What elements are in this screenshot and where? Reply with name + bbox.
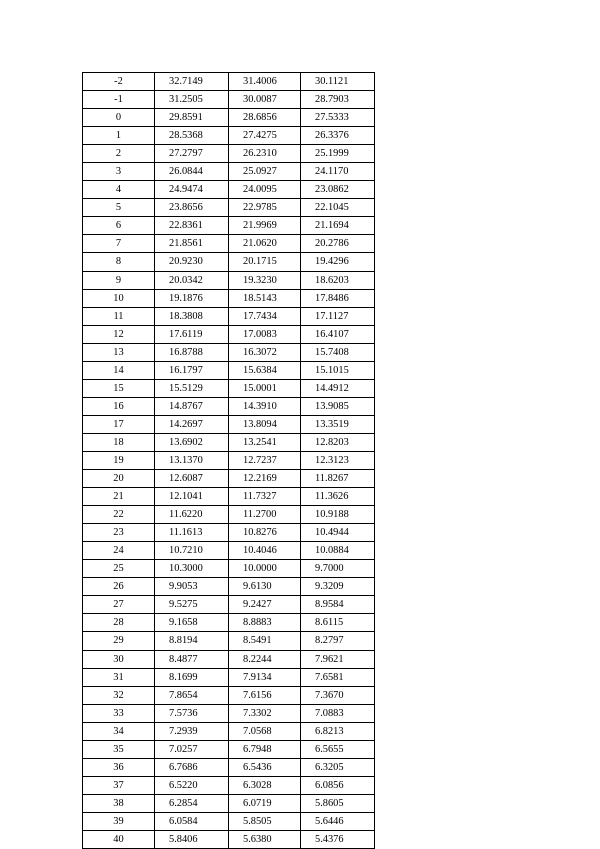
- value-cell-col-1: 13.6902: [155, 433, 229, 451]
- table-row: [83, 379, 375, 397]
- table-row: [83, 271, 375, 289]
- row-index-cell: 2: [83, 145, 155, 163]
- table-row: [83, 542, 375, 560]
- row-index-cell: 10: [83, 289, 155, 307]
- value-cell-col-3: 19.4296: [301, 253, 375, 271]
- value-cell-col-2: 10.4046: [229, 542, 301, 560]
- value-cell-col-1: 10.7210: [155, 542, 229, 560]
- row-index-cell: 34: [83, 722, 155, 740]
- table-row: [83, 578, 375, 596]
- row-index-cell: 30: [83, 650, 155, 668]
- row-index-cell: 16: [83, 397, 155, 415]
- value-cell-col-1: 17.6119: [155, 325, 229, 343]
- value-cell-col-1: 9.1658: [155, 614, 229, 632]
- table-row: [83, 361, 375, 379]
- value-cell-col-2: 20.1715: [229, 253, 301, 271]
- row-index-cell: 35: [83, 740, 155, 758]
- value-cell-col-2: 30.0087: [229, 91, 301, 109]
- table-row: [83, 686, 375, 704]
- table-row: [83, 830, 375, 848]
- table-row: [83, 145, 375, 163]
- table-row: [83, 127, 375, 145]
- value-cell-col-1: 12.6087: [155, 470, 229, 488]
- row-index-cell: 5: [83, 199, 155, 217]
- value-cell-col-1: 8.4877: [155, 650, 229, 668]
- value-cell-col-3: 28.7903: [301, 91, 375, 109]
- value-cell-col-2: 9.6130: [229, 578, 301, 596]
- row-index-cell: 9: [83, 271, 155, 289]
- table-row: [83, 614, 375, 632]
- value-cell-col-2: 8.5491: [229, 632, 301, 650]
- row-index-cell: 23: [83, 524, 155, 542]
- table-row: [83, 794, 375, 812]
- row-index-cell: -2: [83, 73, 155, 91]
- value-cell-col-3: 9.7000: [301, 560, 375, 578]
- row-index-cell: 13: [83, 343, 155, 361]
- table-row: [83, 163, 375, 181]
- value-cell-col-1: 12.1041: [155, 488, 229, 506]
- value-cell-col-1: 24.9474: [155, 181, 229, 199]
- value-cell-col-3: 11.3626: [301, 488, 375, 506]
- row-index-cell: 37: [83, 776, 155, 794]
- value-cell-col-1: 7.2939: [155, 722, 229, 740]
- value-cell-col-1: 14.8767: [155, 397, 229, 415]
- value-cell-col-3: 6.8213: [301, 722, 375, 740]
- row-index-cell: 25: [83, 560, 155, 578]
- value-cell-col-1: 18.3808: [155, 307, 229, 325]
- value-cell-col-1: 6.7686: [155, 758, 229, 776]
- value-cell-col-1: 31.2505: [155, 91, 229, 109]
- value-cell-col-2: 17.0083: [229, 325, 301, 343]
- value-cell-col-3: 20.2786: [301, 235, 375, 253]
- row-index-cell: 4: [83, 181, 155, 199]
- value-cell-col-3: 24.1170: [301, 163, 375, 181]
- value-cell-col-2: 28.6856: [229, 109, 301, 127]
- value-cell-col-2: 16.3072: [229, 343, 301, 361]
- row-index-cell: 19: [83, 451, 155, 469]
- value-cell-col-3: 15.1015: [301, 361, 375, 379]
- row-index-cell: 3: [83, 163, 155, 181]
- value-cell-col-1: 7.0257: [155, 740, 229, 758]
- table-row: [83, 343, 375, 361]
- value-cell-col-3: 23.0862: [301, 181, 375, 199]
- table-row: [83, 289, 375, 307]
- value-cell-col-2: 19.3230: [229, 271, 301, 289]
- row-index-cell: 15: [83, 379, 155, 397]
- value-cell-col-3: 8.9584: [301, 596, 375, 614]
- value-cell-col-2: 7.0568: [229, 722, 301, 740]
- value-cell-col-2: 11.2700: [229, 506, 301, 524]
- value-cell-col-1: 20.0342: [155, 271, 229, 289]
- value-cell-col-3: 25.1999: [301, 145, 375, 163]
- value-cell-col-2: 13.8094: [229, 415, 301, 433]
- value-cell-col-1: 11.1613: [155, 524, 229, 542]
- table-row: [83, 325, 375, 343]
- value-cell-col-2: 24.0095: [229, 181, 301, 199]
- table-row: [83, 181, 375, 199]
- row-index-cell: 31: [83, 668, 155, 686]
- value-cell-col-2: 10.8276: [229, 524, 301, 542]
- value-cell-col-3: 9.3209: [301, 578, 375, 596]
- value-cell-col-2: 7.3302: [229, 704, 301, 722]
- value-cell-col-2: 21.0620: [229, 235, 301, 253]
- value-cell-col-3: 21.1694: [301, 217, 375, 235]
- value-cell-col-2: 5.8505: [229, 812, 301, 830]
- value-cell-col-1: 28.5368: [155, 127, 229, 145]
- row-index-cell: 39: [83, 812, 155, 830]
- table-row: [83, 488, 375, 506]
- table-row: [83, 235, 375, 253]
- value-cell-col-1: 23.8656: [155, 199, 229, 217]
- value-cell-col-2: 26.2310: [229, 145, 301, 163]
- row-index-cell: 11: [83, 307, 155, 325]
- row-index-cell: 38: [83, 794, 155, 812]
- row-index-cell: 27: [83, 596, 155, 614]
- value-cell-col-1: 32.7149: [155, 73, 229, 91]
- table-row: [83, 217, 375, 235]
- row-index-cell: 40: [83, 830, 155, 848]
- table-row: [83, 650, 375, 668]
- value-cell-col-1: 15.5129: [155, 379, 229, 397]
- value-cell-col-2: 10.0000: [229, 560, 301, 578]
- value-cell-col-3: 10.4944: [301, 524, 375, 542]
- value-cell-col-1: 14.2697: [155, 415, 229, 433]
- value-cell-col-2: 6.5436: [229, 758, 301, 776]
- value-cell-col-2: 21.9969: [229, 217, 301, 235]
- value-cell-col-1: 6.5220: [155, 776, 229, 794]
- row-index-cell: 6: [83, 217, 155, 235]
- row-index-cell: 0: [83, 109, 155, 127]
- value-cell-col-2: 12.2169: [229, 470, 301, 488]
- row-index-cell: 32: [83, 686, 155, 704]
- value-cell-col-1: 7.8654: [155, 686, 229, 704]
- value-cell-col-2: 31.4006: [229, 73, 301, 91]
- value-cell-col-3: 27.5333: [301, 109, 375, 127]
- table-row: [83, 506, 375, 524]
- table-row: [83, 740, 375, 758]
- value-cell-col-2: 14.3910: [229, 397, 301, 415]
- table-row: [83, 812, 375, 830]
- table-row: [83, 91, 375, 109]
- value-cell-col-3: 5.6446: [301, 812, 375, 830]
- table-row: [83, 596, 375, 614]
- value-cell-col-3: 8.2797: [301, 632, 375, 650]
- table-row: [83, 415, 375, 433]
- value-cell-col-3: 5.8605: [301, 794, 375, 812]
- value-cell-col-3: 18.6203: [301, 271, 375, 289]
- value-cell-col-3: 17.8486: [301, 289, 375, 307]
- table-row: [83, 758, 375, 776]
- value-cell-col-2: 7.9134: [229, 668, 301, 686]
- row-index-cell: 26: [83, 578, 155, 596]
- table-row: [83, 199, 375, 217]
- value-cell-col-3: 13.3519: [301, 415, 375, 433]
- row-index-cell: 36: [83, 758, 155, 776]
- row-index-cell: 21: [83, 488, 155, 506]
- value-cell-col-1: 13.1370: [155, 451, 229, 469]
- value-cell-col-2: 5.6380: [229, 830, 301, 848]
- value-cell-col-1: 9.5275: [155, 596, 229, 614]
- row-index-cell: 33: [83, 704, 155, 722]
- value-cell-col-3: 6.0856: [301, 776, 375, 794]
- table-row: [83, 307, 375, 325]
- value-cell-col-3: 26.3376: [301, 127, 375, 145]
- value-cell-col-1: 5.8406: [155, 830, 229, 848]
- table-row: [83, 524, 375, 542]
- table-row: [83, 560, 375, 578]
- value-cell-col-1: 16.1797: [155, 361, 229, 379]
- table-row: [83, 704, 375, 722]
- value-cell-col-2: 17.7434: [229, 307, 301, 325]
- table-row: [83, 470, 375, 488]
- value-cell-col-2: 15.6384: [229, 361, 301, 379]
- value-cell-col-3: 22.1045: [301, 199, 375, 217]
- value-cell-col-3: 10.0884: [301, 542, 375, 560]
- table-row: [83, 73, 375, 91]
- row-index-cell: 20: [83, 470, 155, 488]
- table-row: [83, 397, 375, 415]
- value-cell-col-1: 7.5736: [155, 704, 229, 722]
- value-cell-col-3: 12.3123: [301, 451, 375, 469]
- row-index-cell: 22: [83, 506, 155, 524]
- value-cell-col-3: 17.1127: [301, 307, 375, 325]
- row-index-cell: 18: [83, 433, 155, 451]
- value-cell-col-2: 8.8883: [229, 614, 301, 632]
- value-cell-col-2: 7.6156: [229, 686, 301, 704]
- value-cell-col-2: 15.0001: [229, 379, 301, 397]
- row-index-cell: 28: [83, 614, 155, 632]
- value-cell-col-2: 18.5143: [229, 289, 301, 307]
- row-index-cell: 12: [83, 325, 155, 343]
- table-body: [83, 73, 375, 849]
- value-cell-col-2: 25.0927: [229, 163, 301, 181]
- value-cell-col-1: 6.2854: [155, 794, 229, 812]
- value-cell-col-3: 10.9188: [301, 506, 375, 524]
- value-cell-col-3: 7.6581: [301, 668, 375, 686]
- value-cell-col-2: 27.4275: [229, 127, 301, 145]
- value-cell-col-1: 8.1699: [155, 668, 229, 686]
- value-cell-col-3: 15.7408: [301, 343, 375, 361]
- value-cell-col-1: 20.9230: [155, 253, 229, 271]
- value-cell-col-3: 13.9085: [301, 397, 375, 415]
- table-row: [83, 451, 375, 469]
- value-cell-col-3: 12.8203: [301, 433, 375, 451]
- value-cell-col-1: 10.3000: [155, 560, 229, 578]
- value-cell-col-1: 9.9053: [155, 578, 229, 596]
- value-cell-col-1: 16.8788: [155, 343, 229, 361]
- table-row: [83, 776, 375, 794]
- value-cell-col-2: 13.2541: [229, 433, 301, 451]
- value-cell-col-1: 29.8591: [155, 109, 229, 127]
- value-cell-col-2: 8.2244: [229, 650, 301, 668]
- value-cell-col-3: 5.4376: [301, 830, 375, 848]
- value-cell-col-3: 6.5655: [301, 740, 375, 758]
- table-row: [83, 722, 375, 740]
- value-cell-col-3: 8.6115: [301, 614, 375, 632]
- value-cell-col-2: 6.0719: [229, 794, 301, 812]
- row-index-cell: 24: [83, 542, 155, 560]
- row-index-cell: 7: [83, 235, 155, 253]
- value-cell-col-2: 12.7237: [229, 451, 301, 469]
- row-index-cell: 1: [83, 127, 155, 145]
- value-cell-col-3: 7.0883: [301, 704, 375, 722]
- value-cell-col-3: 30.1121: [301, 73, 375, 91]
- value-cell-col-1: 19.1876: [155, 289, 229, 307]
- value-cell-col-2: 22.9785: [229, 199, 301, 217]
- value-cell-col-1: 8.8194: [155, 632, 229, 650]
- row-index-cell: 14: [83, 361, 155, 379]
- value-cell-col-1: 6.0584: [155, 812, 229, 830]
- value-cell-col-1: 11.6220: [155, 506, 229, 524]
- value-cell-col-3: 7.9621: [301, 650, 375, 668]
- value-cell-col-1: 26.0844: [155, 163, 229, 181]
- table-row: [83, 109, 375, 127]
- row-index-cell: 29: [83, 632, 155, 650]
- row-index-cell: -1: [83, 91, 155, 109]
- row-index-cell: 8: [83, 253, 155, 271]
- value-cell-col-2: 6.3028: [229, 776, 301, 794]
- value-cell-col-3: 11.8267: [301, 470, 375, 488]
- value-cell-col-3: 14.4912: [301, 379, 375, 397]
- value-cell-col-3: 7.3670: [301, 686, 375, 704]
- table-row: [83, 668, 375, 686]
- data-table: [82, 72, 375, 849]
- value-cell-col-2: 9.2427: [229, 596, 301, 614]
- table-row: [83, 433, 375, 451]
- table-row: [83, 632, 375, 650]
- value-cell-col-3: 16.4107: [301, 325, 375, 343]
- value-cell-col-1: 27.2797: [155, 145, 229, 163]
- value-cell-col-1: 22.8361: [155, 217, 229, 235]
- row-index-cell: 17: [83, 415, 155, 433]
- value-cell-col-1: 21.8561: [155, 235, 229, 253]
- table-row: [83, 253, 375, 271]
- value-cell-col-3: 6.3205: [301, 758, 375, 776]
- value-cell-col-2: 6.7948: [229, 740, 301, 758]
- value-cell-col-2: 11.7327: [229, 488, 301, 506]
